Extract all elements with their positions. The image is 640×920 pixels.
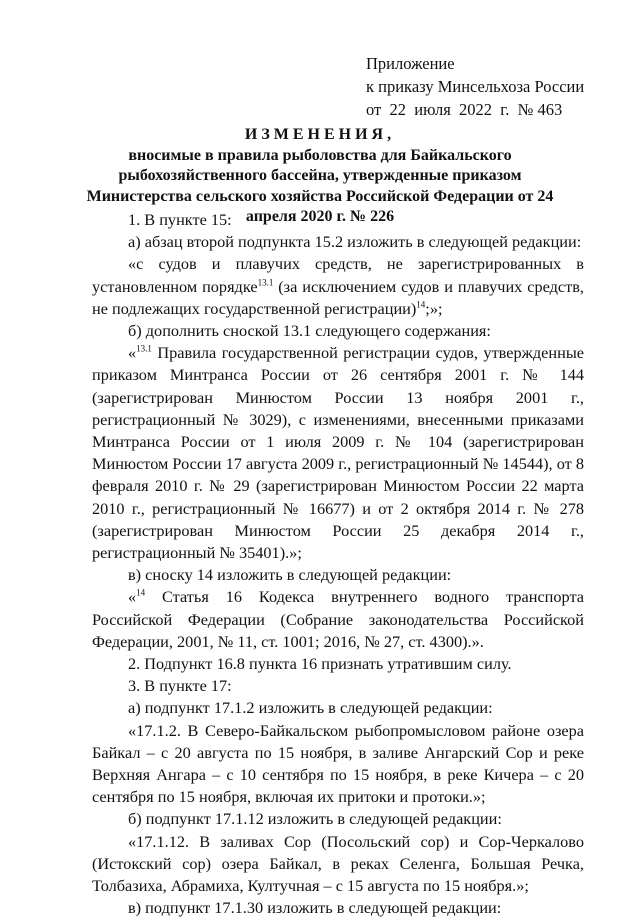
paragraph-6: в) сноску 14 изложить в следующей редакции: (128, 565, 452, 585)
paragraph-3-text-a: «с судов и плавучих средств, не зарегистрированных в установленном порядке (92, 254, 584, 296)
paragraph-8: 2. Подпункт 16.8 пункта 16 признать утратившим силу. (128, 654, 512, 674)
document-body (92, 209, 584, 920)
title-heading: ИЗМЕНЕНИЯ, (244, 126, 396, 143)
footnote-ref-14: 14 (416, 299, 426, 310)
paragraph-5-text: Правила государственной регистрации судов, утвержденные приказом Минтранса России от 26 сентября 2001 г. № 144 (зарегистрирован Минюстом России 13 ноября 2001 г., регистрационный № 3029), с изменениями, внесенными приказами Минтранса России от 1 июля 2009 г. № 104 (зарегистрирован Минюстом России 17 августа 2009 г., регистрационный № 14544), от 8 февраля 2010 г. № 29 (зарегистрирован Минюстом России 22 марта 2010 г., регистрационный № 16677) и от 2 октября 2014 г. № 278 (зарегистрирован Минюстом России 25 декабря 2014 г., регистрационный № 35401).»; (92, 343, 584, 563)
paragraph-3-text-b: (за исключением судов и плавучих средств, не подлежащих государственной регистрации) (92, 276, 584, 318)
paragraph-7-quote: « (128, 587, 137, 607)
footnote-ref-13-1: 13.1 (257, 277, 274, 288)
paragraph-3 (92, 253, 584, 320)
paragraph-5-quote: « (128, 343, 137, 363)
paragraph-11: «17.1.2. В Северо-Байкальском рыбопромысловом районе озера Байкал – с 20 августа по 15 ноября, в заливе Ангарский Сор и реке Верхняя Ангара – с 10 сентября по 15 ноября, в реке Кичера – с 20 сентября по 15 ноября, включая их притоки и протоки.»; (92, 720, 584, 807)
paragraph-4: б) дополнить сноской 13.1 следующего содержания: (128, 321, 491, 341)
footnote-mark-14: 14 (136, 588, 146, 599)
paragraph-7-text: Статья 16 Кодекса внутреннего водного транспорта Российской Федерации (Собрание законодательства Российской Федерации, 2001, № 11, ст. 1001; 2016, № 27, ст. 4300).». (92, 587, 584, 651)
paragraph-5 (92, 342, 584, 564)
paragraph-3-text-c: ;»; (425, 298, 443, 318)
appendix-line-1: Приложение (366, 54, 455, 73)
paragraph-7 (92, 586, 584, 653)
paragraph-14: в) подпункт 17.1.30 изложить в следующей редакции: (128, 898, 502, 918)
paragraph-1: 1. В пункте 15: (128, 210, 232, 229)
title-subtitle: вносимые в правила рыболовства для Байкальского рыбохозяйственного бассейна, утвержденные приказом Министерства сельского хозяйства Российской Федерации от 24 апреля 2020 г. № 226 (86, 146, 554, 225)
paragraph-9: 3. В пункте 17: (128, 676, 232, 696)
footnote-mark-13-1: 13.1 (136, 343, 152, 354)
paragraph-10: а) подпункт 17.1.2 изложить в следующей редакции: (128, 698, 493, 718)
appendix-line-2: к приказу Минсельхоза России (366, 77, 585, 96)
paragraph-12: б) подпункт 17.1.12 изложить в следующей редакции: (128, 809, 502, 829)
appendix-block (366, 52, 584, 121)
paragraph-2: а) абзац второй подпункта 15.2 изложить в следующей редакции: (128, 232, 582, 252)
paragraph-13: «17.1.12. В заливах Сор (Посольский сор) и Сор-Черкалово (Истокский сор) озера Байкал, в реках Селенга, Большая Речка, Толбазиха, Абрамиха, Култучная – с 15 августа по 15 ноября.»; (92, 831, 584, 896)
appendix-line-3: от 22 июля 2022 г. № 463 (366, 100, 563, 119)
